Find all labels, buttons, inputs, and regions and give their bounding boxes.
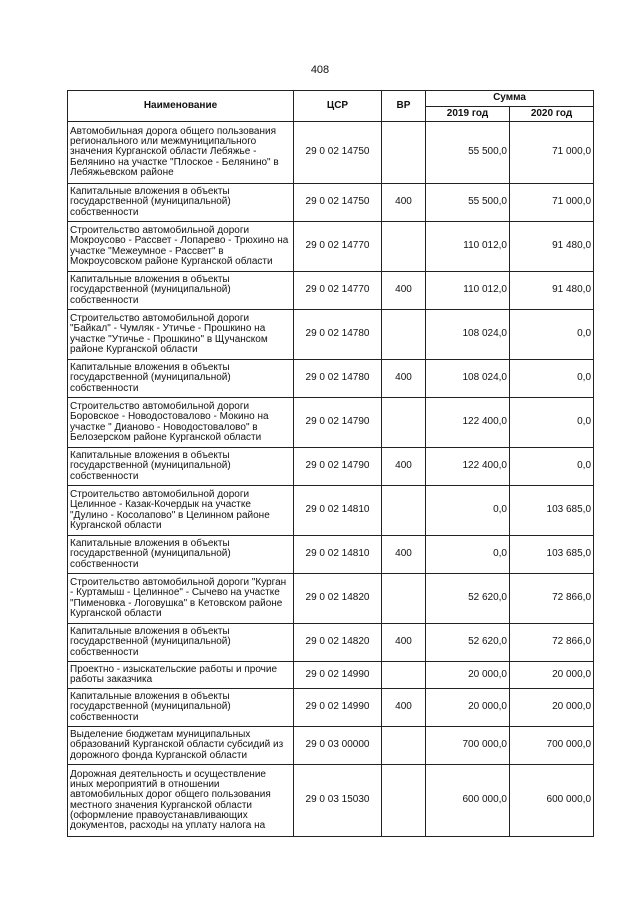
row-vr: 400 xyxy=(382,184,426,222)
row-vr: 400 xyxy=(382,536,426,574)
row-name: Капитальные вложения в объекты государственной (муниципальной) собственности xyxy=(68,536,294,574)
row-name: Строительство автомобильной дороги "Байкал" - Чумляк - Утичье - Прошкино на участке "Утичье - Прошкино" в Щучанском районе Курганской области xyxy=(68,310,294,360)
header-year-2019: 2019 год xyxy=(426,106,510,122)
table-row xyxy=(68,574,594,624)
table-row xyxy=(68,448,594,486)
row-csr: 29 0 02 14790 xyxy=(294,448,382,486)
header-row-1 xyxy=(68,91,594,107)
header-sum: Сумма xyxy=(426,91,594,107)
row-name: Дорожная деятельность и осуществление иных мероприятий в отношении автомобильных дорог общего пользования местного значения Курганской области (оформление правоустанавливающих документов, расходы на уплату налога на xyxy=(68,765,294,837)
header-vr: ВР xyxy=(382,91,426,122)
header-year-2020: 2020 год xyxy=(510,106,594,122)
row-vr: 400 xyxy=(382,272,426,310)
row-csr: 29 0 02 14990 xyxy=(294,662,382,689)
row-sum-2020: 72 866,0 xyxy=(510,624,594,662)
table-row xyxy=(68,765,594,837)
row-csr: 29 0 02 14810 xyxy=(294,536,382,574)
row-sum-2019: 55 500,0 xyxy=(426,122,510,184)
row-csr: 29 0 02 14790 xyxy=(294,398,382,448)
row-sum-2020: 91 480,0 xyxy=(510,272,594,310)
row-name: Капитальные вложения в объекты государственной (муниципальной) собственности xyxy=(68,272,294,310)
table-row xyxy=(68,222,594,272)
row-name: Автомобильная дорога общего пользования регионального или межмуниципального значения Курганской области Лебяжье - Белянино на участке "Плоское - Белянино" в Лебяжьевском районе xyxy=(68,122,294,184)
row-name: Выделение бюджетам муниципальных образований Курганской области субсидий из дорожного фонда Курганской области xyxy=(68,727,294,765)
row-csr: 29 0 02 14780 xyxy=(294,360,382,398)
row-sum-2019: 108 024,0 xyxy=(426,310,510,360)
row-name: Капитальные вложения в объекты государственной (муниципальной) собственности xyxy=(68,448,294,486)
row-sum-2019: 0,0 xyxy=(426,486,510,536)
row-csr: 29 0 02 14770 xyxy=(294,222,382,272)
page-number: 408 xyxy=(310,64,330,76)
table-row xyxy=(68,727,594,765)
row-csr: 29 0 02 14810 xyxy=(294,486,382,536)
row-csr: 29 0 03 15030 xyxy=(294,765,382,837)
row-csr: 29 0 02 14750 xyxy=(294,122,382,184)
row-vr: 400 xyxy=(382,624,426,662)
row-name: Строительство автомобильной дороги "Курган - Куртамыш - Целинное" - Сычево на участке "Пименовка - Логовушка" в Кетовском районе Курганской области xyxy=(68,574,294,624)
row-vr xyxy=(382,486,426,536)
row-sum-2019: 122 400,0 xyxy=(426,398,510,448)
row-csr: 29 0 03 00000 xyxy=(294,727,382,765)
row-name: Капитальные вложения в объекты государственной (муниципальной) собственности xyxy=(68,689,294,727)
row-csr: 29 0 02 14770 xyxy=(294,272,382,310)
row-sum-2020: 20 000,0 xyxy=(510,662,594,689)
row-vr xyxy=(382,398,426,448)
row-name: Капитальные вложения в объекты государственной (муниципальной) собственности xyxy=(68,360,294,398)
row-vr xyxy=(382,574,426,624)
row-name: Капитальные вложения в объекты государственной (муниципальной) собственности xyxy=(68,184,294,222)
row-vr xyxy=(382,122,426,184)
table-row xyxy=(68,662,594,689)
row-sum-2020: 0,0 xyxy=(510,398,594,448)
row-sum-2019: 52 620,0 xyxy=(426,574,510,624)
row-name: Строительство автомобильной дороги Боровское - Новодостовалово - Мокино на участке " Дианово - Новодостовалово" в Белозерском районе Курганской области xyxy=(68,398,294,448)
row-csr: 29 0 02 14820 xyxy=(294,574,382,624)
row-sum-2020: 700 000,0 xyxy=(510,727,594,765)
row-vr: 400 xyxy=(382,360,426,398)
row-name: Капитальные вложения в объекты государственной (муниципальной) собственности xyxy=(68,624,294,662)
row-vr xyxy=(382,662,426,689)
row-csr: 29 0 02 14750 xyxy=(294,184,382,222)
row-sum-2019: 122 400,0 xyxy=(426,448,510,486)
row-vr: 400 xyxy=(382,448,426,486)
row-sum-2020: 0,0 xyxy=(510,310,594,360)
table-row xyxy=(68,310,594,360)
row-name: Строительство автомобильной дороги Мокроусово - Рассвет - Лопарево - Трюхино на участке "Межеумное - Рассвет" в Мокроусовском районе Курганской области xyxy=(68,222,294,272)
row-vr xyxy=(382,310,426,360)
row-sum-2020: 0,0 xyxy=(510,360,594,398)
row-sum-2020: 91 480,0 xyxy=(510,222,594,272)
row-sum-2020: 20 000,0 xyxy=(510,689,594,727)
row-sum-2019: 110 012,0 xyxy=(426,272,510,310)
row-sum-2019: 20 000,0 xyxy=(426,662,510,689)
row-vr: 400 xyxy=(382,689,426,727)
table-row xyxy=(68,398,594,448)
row-sum-2019: 52 620,0 xyxy=(426,624,510,662)
row-sum-2019: 700 000,0 xyxy=(426,727,510,765)
row-csr: 29 0 02 14820 xyxy=(294,624,382,662)
row-sum-2019: 0,0 xyxy=(426,536,510,574)
row-vr xyxy=(382,222,426,272)
row-csr: 29 0 02 14990 xyxy=(294,689,382,727)
table-row xyxy=(68,272,594,310)
table-row xyxy=(68,624,594,662)
row-sum-2020: 71 000,0 xyxy=(510,122,594,184)
table-row xyxy=(68,360,594,398)
row-csr: 29 0 02 14780 xyxy=(294,310,382,360)
row-vr xyxy=(382,765,426,837)
row-sum-2019: 55 500,0 xyxy=(426,184,510,222)
table-row xyxy=(68,122,594,184)
row-sum-2020: 103 685,0 xyxy=(510,536,594,574)
row-name: Строительство автомобильной дороги Целинное - Казак-Кочердык на участке "Дулино - Косолапово" в Целинном районе Курганской области xyxy=(68,486,294,536)
row-sum-2020: 103 685,0 xyxy=(510,486,594,536)
row-sum-2020: 71 000,0 xyxy=(510,184,594,222)
budget-table xyxy=(67,90,594,837)
row-sum-2019: 600 000,0 xyxy=(426,765,510,837)
table-row xyxy=(68,486,594,536)
row-sum-2020: 0,0 xyxy=(510,448,594,486)
row-vr xyxy=(382,727,426,765)
row-sum-2019: 20 000,0 xyxy=(426,689,510,727)
header-name: Наименование xyxy=(68,91,294,122)
row-sum-2020: 600 000,0 xyxy=(510,765,594,837)
row-sum-2019: 108 024,0 xyxy=(426,360,510,398)
header-csr: ЦСР xyxy=(294,91,382,122)
table-row xyxy=(68,689,594,727)
row-name: Проектно - изыскательские работы и прочие работы заказчика xyxy=(68,662,294,689)
row-sum-2020: 72 866,0 xyxy=(510,574,594,624)
table-row xyxy=(68,184,594,222)
row-sum-2019: 110 012,0 xyxy=(426,222,510,272)
table-row xyxy=(68,536,594,574)
